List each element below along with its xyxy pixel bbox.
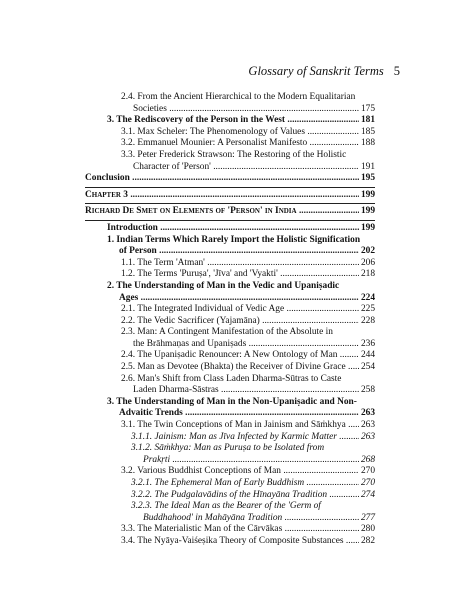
toc-entry [85, 92, 375, 115]
toc-entry-title: 2.3. Man: A Contingent Manifestation of the Absolute in [121, 327, 333, 338]
toc-entry [85, 127, 375, 139]
toc-entry [85, 269, 375, 281]
toc-entry-title-continued: Advaitic Trends ..... [107, 408, 359, 420]
toc-entry-title: 2.4. The Upaniṣadic Renouncer: A New Ontology of Man ..... [121, 350, 359, 362]
toc-entry [85, 478, 375, 490]
page-number: 5 [393, 64, 400, 78]
toc-entry [85, 490, 375, 502]
toc-page-number: 268 [360, 454, 375, 465]
toc-page-number: 254 [360, 362, 375, 373]
toc-entry-title-continued: Laden Dharma-Śāstras ..... [121, 385, 359, 397]
toc-divider [85, 220, 375, 221]
toc-entry-title: 3. The Rediscovery of the Person in the West ..... [107, 115, 359, 127]
toc-entry [85, 536, 375, 548]
toc-page-number: 228 [360, 315, 375, 326]
toc-entry [85, 374, 375, 397]
toc-entry [85, 327, 375, 350]
toc-page-number: 199 [360, 222, 375, 233]
toc-entry [85, 281, 375, 304]
toc-entry-title: 3.2.2. The Pudgalavādins of the Hīnayāna Tradition ..... [131, 490, 359, 502]
toc-entry [85, 350, 375, 362]
toc-page-number: 236 [360, 338, 375, 349]
toc-entry-title-continued: the Brāhmaṇas and Upaniṣads ..... [121, 339, 359, 351]
toc-page-number: 280 [360, 524, 375, 535]
toc-entry [85, 397, 375, 420]
toc-entry-title: 3.2.3. The Ideal Man as the Bearer of the 'Germ of [131, 501, 321, 512]
toc-entry [85, 223, 375, 235]
toc-divider [85, 187, 375, 188]
toc-entry [85, 173, 375, 185]
toc-page-number: 270 [360, 466, 375, 477]
toc-entry-title-continued: Societies ..... [121, 104, 359, 116]
toc-page-number: 185 [360, 126, 375, 137]
table-of-contents [85, 92, 375, 548]
toc-page-number: 258 [360, 385, 375, 396]
toc-entry-title: Conclusion ..... [85, 173, 359, 185]
toc-entry-title: 3.3. The Materialistic Man of the Cārvākas ..... [121, 524, 359, 536]
toc-entry [85, 501, 375, 524]
toc-entry [85, 206, 375, 218]
toc-entry [85, 190, 375, 202]
toc-entry-title-continued: Character of 'Person' ..... [121, 162, 359, 174]
toc-entry-title-continued: Ages ..... [107, 293, 359, 305]
toc-entry-title: 2.6. Man's Shift from Class Laden Dharma-Sūtras to Caste [121, 373, 342, 384]
toc-entry-title: 3.1. The Twin Conceptions of Man in Jainism and Sāṁkhya ..... [121, 420, 359, 432]
toc-page-number: 191 [360, 161, 375, 172]
toc-entry [85, 258, 375, 270]
toc-entry-title: 3.1. Max Scheler: The Phenomenology of Values ..... [121, 127, 359, 139]
toc-entry-title: Introduction ..... [107, 223, 359, 235]
toc-entry-title: 2.4. From the Ancient Hierarchical to the Modern Equalitarian [121, 92, 356, 102]
toc-entry-title: 3.1.1. Jainism: Man as Jīva Infected by Karmic Matter ..... [131, 432, 359, 444]
toc-entry-title: 2.5. Man as Devotee (Bhakta) the Receiver of Divine Grace ..... [121, 362, 359, 374]
toc-entry-title: 3.1.2. Sāṁkhya: Man as Puruṣa to be Isolated from [131, 443, 325, 454]
toc-entry-title: 3.4. The Nyāya-Vaiśeṣika Theory of Composite Substances ..... [121, 536, 359, 548]
toc-entry-title: 1. Indian Terms Which Rarely Import the Holistic Signification [107, 234, 361, 245]
toc-entry-title: 3. The Understanding of Man in the Non-Upaniṣadic and Non- [107, 396, 357, 407]
toc-page-number: 218 [360, 269, 375, 280]
toc-page-number: 188 [360, 138, 375, 149]
toc-page-number: 263 [360, 420, 375, 431]
toc-page-number: 181 [360, 115, 375, 126]
toc-entry-title: 2. The Understanding of Man in the Vedic and Upaniṣadic [107, 280, 340, 291]
toc-entry [85, 443, 375, 466]
toc-entry [85, 115, 375, 127]
toc-entry-title: 2.1. The Integrated Individual of Vedic Age ..... [121, 304, 359, 316]
toc-page-number: 206 [360, 257, 375, 268]
toc-entry-title: 3.2. Various Buddhist Conceptions of Man ..... [121, 466, 359, 478]
toc-entry [85, 432, 375, 444]
toc-page-number: 282 [360, 535, 375, 546]
running-header [0, 64, 400, 79]
toc-entry [85, 316, 375, 328]
toc-page-number: 175 [360, 103, 375, 114]
running-header-title: Glossary of Sanskrit Terms [248, 64, 384, 78]
toc-entry [85, 304, 375, 316]
toc-entry [85, 150, 375, 173]
toc-entry-title: Richard De Smet on Elements of 'Person' in India ..... [85, 206, 359, 218]
toc-divider [85, 203, 375, 204]
toc-entry-title: 1.1. The Term 'Ātman' ..... [121, 258, 359, 270]
toc-entry-title: 3.2.1. The Ephemeral Man of Early Buddhism ..... [131, 478, 359, 490]
toc-entry [85, 524, 375, 536]
toc-page-number: 225 [360, 304, 375, 315]
toc-entry [85, 362, 375, 374]
toc-page-number: 274 [360, 489, 375, 500]
toc-entry-title-continued: Prakṛti ..... [131, 455, 359, 467]
toc-page-number: 224 [360, 292, 375, 303]
toc-page-number: 199 [360, 189, 375, 200]
toc-entry [85, 235, 375, 258]
toc-entry [85, 466, 375, 478]
toc-entry [85, 138, 375, 150]
toc-page-number: 263 [360, 408, 375, 419]
toc-entry [85, 420, 375, 432]
toc-page-number: 199 [360, 206, 375, 217]
toc-page-number: 270 [360, 478, 375, 488]
toc-entry-title: 2.2. The Vedic Sacrificer (Yajamāna) ..... [121, 316, 359, 328]
toc-entry-title: Chapter 3 ..... [85, 190, 359, 202]
toc-entry-title-continued: of Person ..... [107, 246, 359, 258]
toc-page-number: 202 [360, 246, 375, 257]
toc-entry-title: 3.2. Emmanuel Mounier: A Personalist Manifesto ..... [121, 138, 359, 150]
toc-entry-title-continued: Buddhahood' in Mahāyāna Tradition ..... [131, 513, 359, 525]
toc-page-number: 263 [360, 431, 375, 442]
toc-page-number: 195 [360, 173, 375, 184]
toc-entry-title: 3.3. Peter Frederick Strawson: The Restoring of the Holistic [121, 149, 347, 160]
toc-entry-title: 1.2. The Terms 'Puruṣa', 'Jīva' and 'Vyakti' ..... [121, 269, 359, 281]
toc-page-number: 244 [360, 350, 375, 361]
toc-page-number: 277 [360, 512, 375, 523]
